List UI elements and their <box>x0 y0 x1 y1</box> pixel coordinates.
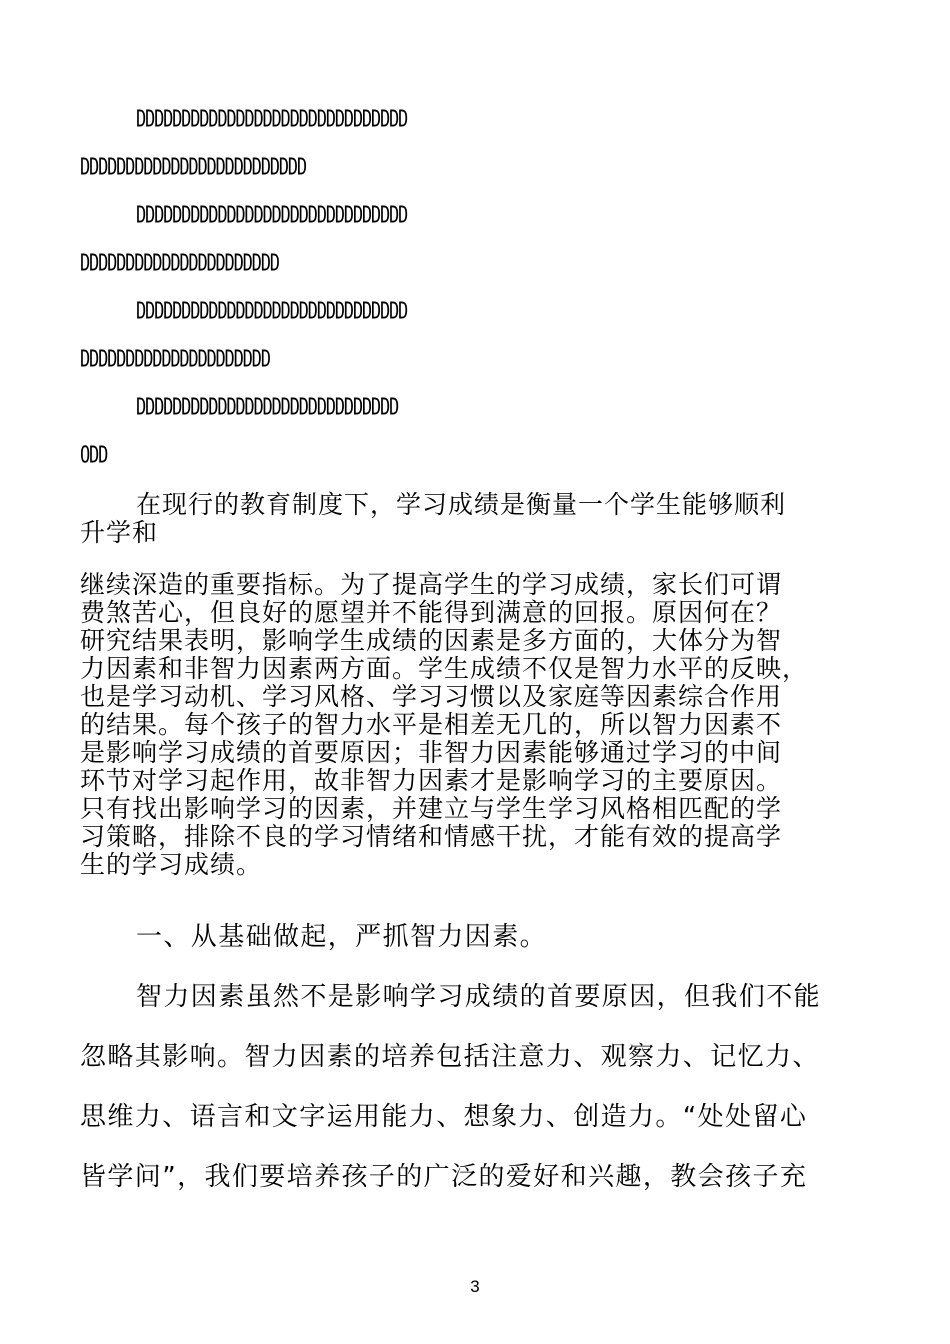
garbled-text-line: ODD <box>80 442 108 469</box>
paragraph-line: 的结果。每个孩子的智力水平是相差无几的，所以智力因素不 <box>80 710 783 739</box>
paragraph-line: 思维力、语言和文字运用能力、想象力、创造力。“处处留心 <box>80 1102 808 1132</box>
paragraph-line: 研究结果表明，影响学生成绩的因素是多方面的，大体分为智 <box>80 626 783 655</box>
paragraph-line: 继续深造的重要指标。为了提高学生的学习成绩，家长们可谓 <box>80 570 783 599</box>
paragraph-line: 升学和 <box>80 518 159 547</box>
paragraph-line: 生的学习成绩。 <box>80 850 263 879</box>
paragraph-line: 忽略其影响。智力因素的培养包括注意力、观察力、记忆力、 <box>80 1042 820 1072</box>
garbled-text-line: DDDDDDDDDDDDDDDDDDDDDDDDDDDDD <box>136 394 399 421</box>
garbled-text-line: DDDDDDDDDDDDDDDDDDDDDDDDDDDDDD <box>136 106 408 133</box>
paragraph-line: 智力因素虽然不是影响学习成绩的首要原因，但我们不能 <box>136 982 822 1012</box>
page-number: 3 <box>470 1277 480 1296</box>
paragraph-line: 也是学习动机、学习风格、学习习惯以及家庭等因素综合作用 <box>80 682 783 711</box>
paragraph-line: 习策略，排除不良的学习情绪和情感干扰，才能有效的提高学 <box>80 822 783 851</box>
paragraph-line: 是影响学习成绩的首要原因；非智力因素能够通过学习的中间 <box>80 738 783 767</box>
garbled-text-line: DDDDDDDDDDDDDDDDDDDDDDDDDDDDDD <box>136 298 408 325</box>
garbled-text-line: DDDDDDDDDDDDDDDDDDDDDDDDD <box>80 154 306 181</box>
garbled-text-line: DDDDDDDDDDDDDDDDDDDDD <box>80 346 270 373</box>
paragraph-line: 费煞苦心，但良好的愿望并不能得到满意的回报。原因何在？ <box>80 598 783 627</box>
paragraph-line: 只有找出影响学习的因素，并建立与学生学习风格相匹配的学 <box>80 794 783 823</box>
paragraph-line: 环节对学习起作用，故非智力因素才是影响学习的主要原因。 <box>80 766 783 795</box>
paragraph-line: 力因素和非智力因素两方面。学生成绩不仅是智力水平的反映， <box>80 654 809 683</box>
section-heading: 一、从基础做起，严抓智力因素。 <box>136 922 548 952</box>
paragraph-line: 皆学问”，我们要培养孩子的广泛的爱好和兴趣，教会孩子充 <box>80 1162 808 1192</box>
garbled-text-line: DDDDDDDDDDDDDDDDDDDDDDDDDDDDDD <box>136 202 408 229</box>
garbled-text-line: DDDDDDDDDDDDDDDDDDDDDD <box>80 250 279 277</box>
paragraph-line: 在现行的教育制度下，学习成绩是衡量一个学生能够顺利 <box>136 490 787 519</box>
